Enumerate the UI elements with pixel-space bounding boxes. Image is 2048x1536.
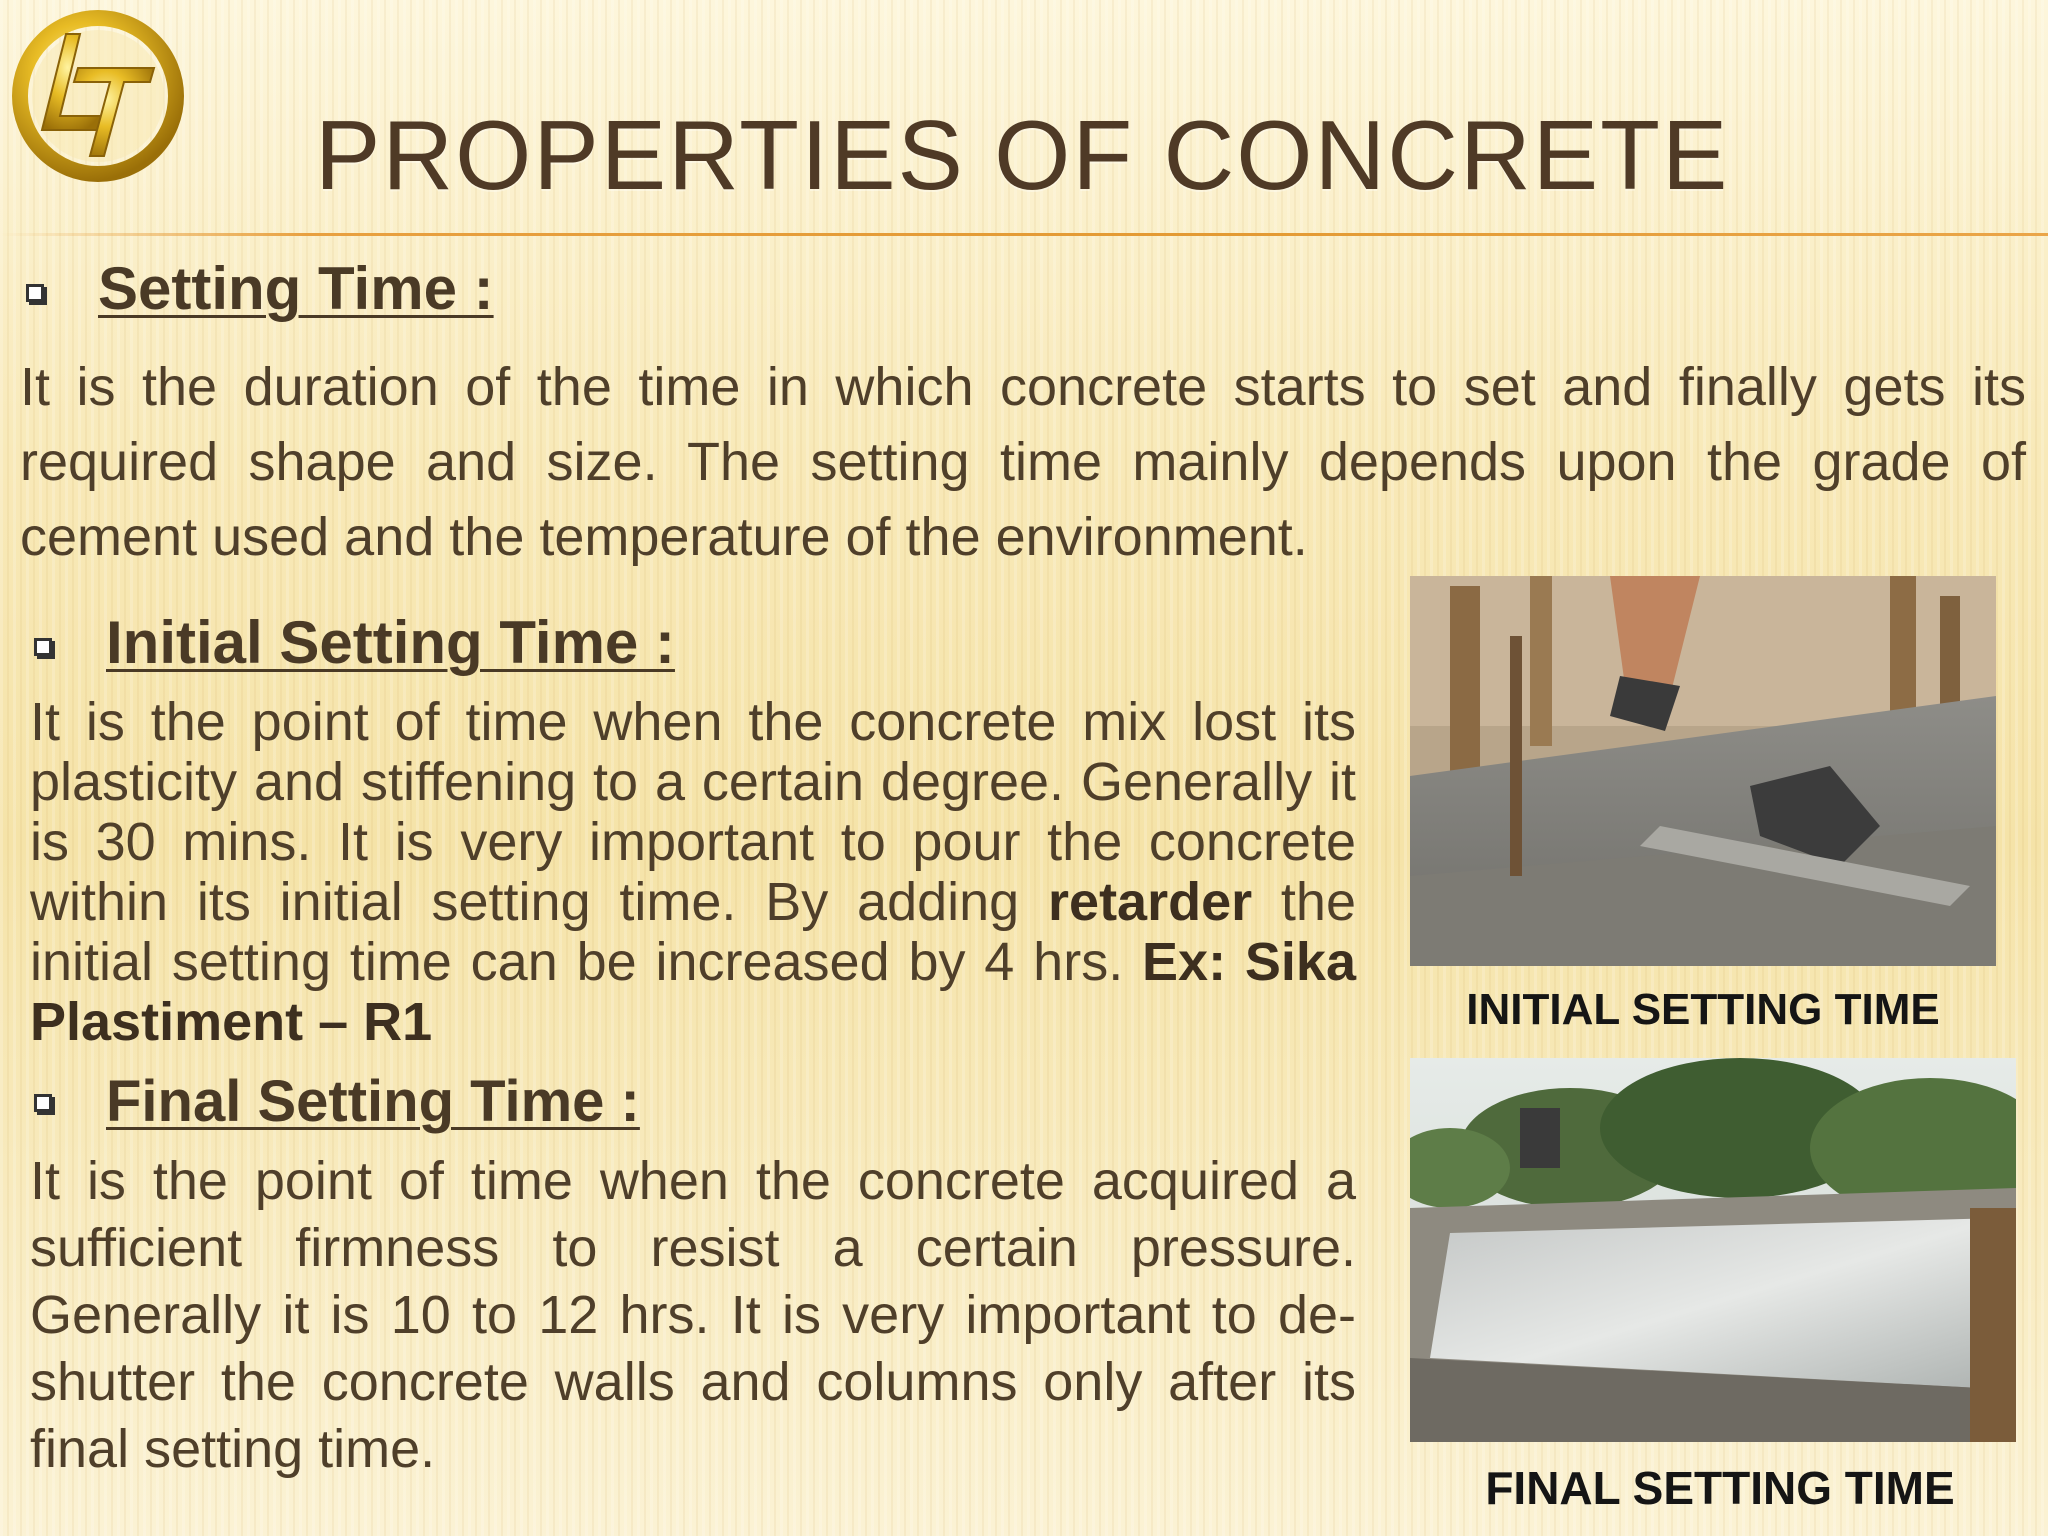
hollow-square-bullet-icon bbox=[34, 1094, 52, 1112]
setting-time-heading: Setting Time : bbox=[98, 255, 494, 322]
initial-setting-caption: INITIAL SETTING TIME bbox=[1466, 985, 1940, 1034]
final-setting-time-heading: Final Setting Time : bbox=[106, 1069, 640, 1134]
initial-setting-time-body bbox=[30, 692, 1356, 1052]
initial-setting-photo bbox=[1410, 576, 1996, 966]
initial-setting-time-heading: Initial Setting Time : bbox=[106, 609, 675, 676]
final-setting-photo bbox=[1410, 1058, 2016, 1442]
title-divider bbox=[0, 233, 2048, 236]
hollow-square-bullet-icon bbox=[26, 284, 44, 302]
setting-time-body: It is the duration of the time in which concrete starts to set and finally gets its required shape and size. The setting time mainly depends upon the grade of cement used and the temperature of the environment. bbox=[20, 357, 2026, 567]
page-title: PROPERTIES OF CONCRETE bbox=[315, 100, 1730, 210]
retarder-term: retarder bbox=[1048, 872, 1253, 932]
final-setting-time-body: It is the point of time when the concrete acquired a sufficient firmness to resist a certain pressure. Generally it is 10 to 12 hrs. It is very important to de-shutter the concrete walls and columns only after its final setting time. bbox=[30, 1151, 1356, 1479]
example-product: Ex: Sika Plastiment – R1 bbox=[30, 932, 1356, 1052]
final-setting-caption: FINAL SETTING TIME bbox=[1485, 1462, 1955, 1514]
lt-logo bbox=[8, 6, 184, 182]
initial-body-text-1: It is the point of time when the concrete mix lost its plasticity and stiffening to a certain degree. Generally it is 30 mins. It is very important to pour the concrete within its initial setting time. By adding bbox=[30, 692, 1356, 932]
hollow-square-bullet-icon bbox=[34, 638, 52, 656]
initial-body-text-2: the initial setting time can be increased by 4 hrs. bbox=[30, 872, 1356, 992]
